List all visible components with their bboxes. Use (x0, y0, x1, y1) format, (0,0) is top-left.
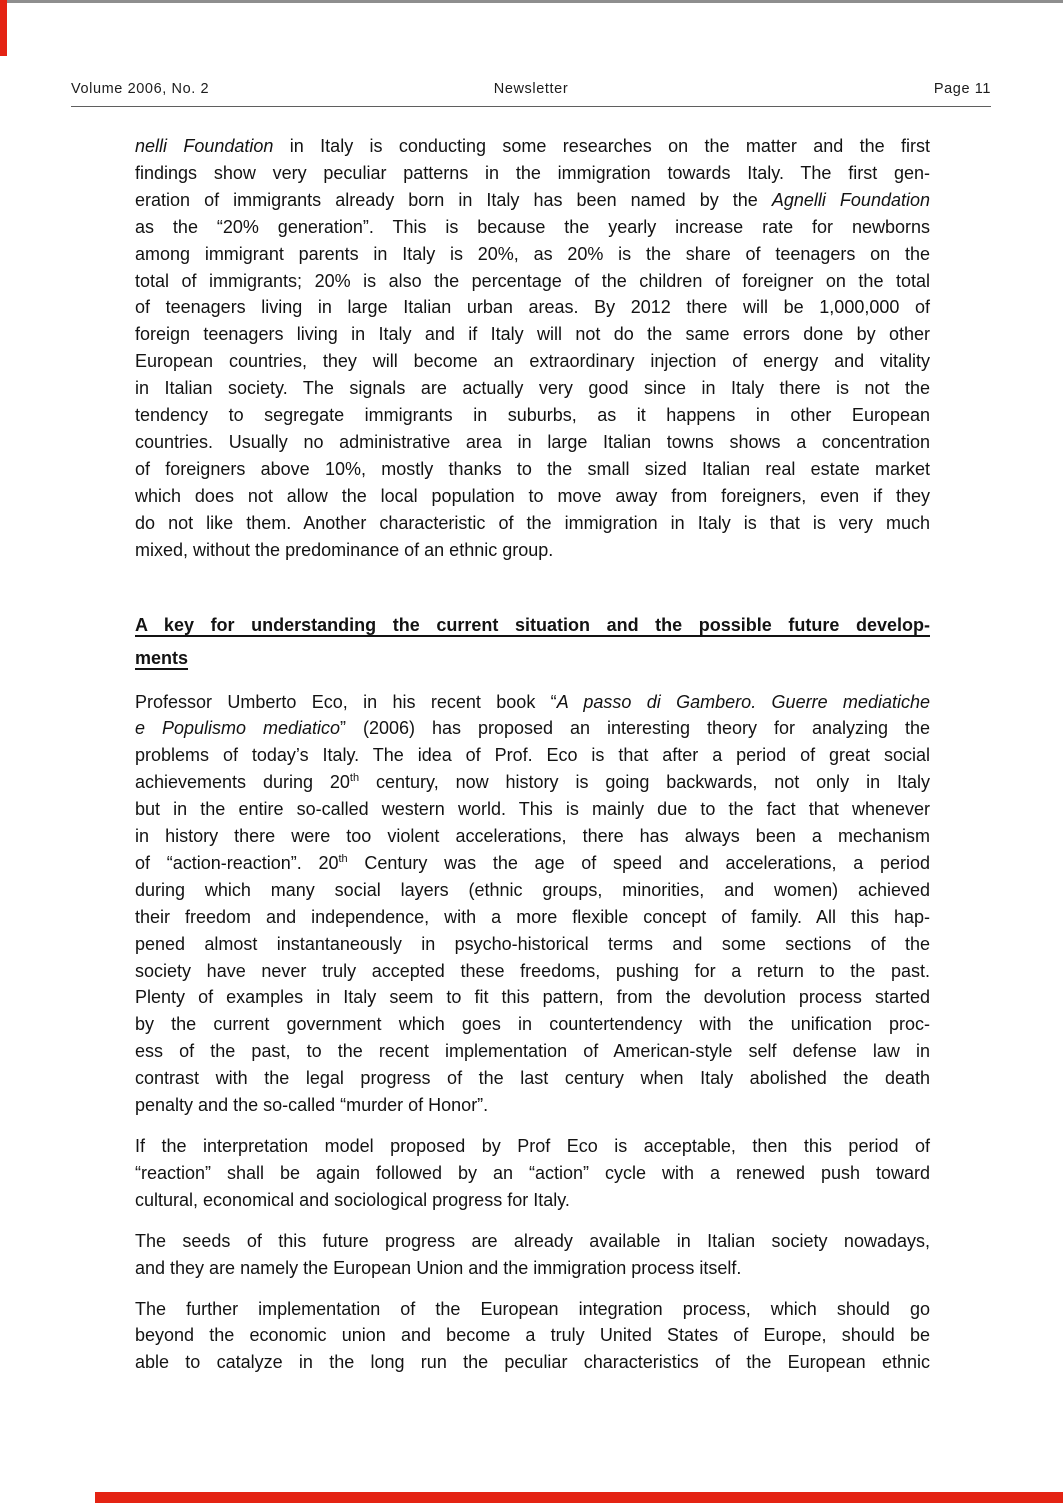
text-line: society have never truly accepted these freedoms, pushing for a return to the past. (135, 960, 930, 981)
scan-artifact-red-mark-top (0, 0, 7, 56)
text-line: by the current government which goes in countertendency with the unification proc- (135, 1014, 930, 1035)
text-line: tendency to segregate immigrants in suburbs, as it happens in other European (135, 405, 930, 426)
text-line: “reaction” shall be again followed by an “action” cycle with a renewed push toward (135, 1162, 930, 1183)
section-heading (135, 609, 930, 675)
text-line: The further implementation of the European integration process, which should go (135, 1298, 930, 1319)
text-line: findings show very peculiar patterns in the immigration towards Italy. The first gen- (135, 162, 930, 183)
text-line: ess of the past, to the recent implementation of American-style self defense law in (135, 1041, 930, 1062)
header-title: Newsletter (493, 81, 569, 97)
text-line: of foreigners above 10%, mostly thanks to the small sized Italian real estate market (135, 458, 930, 479)
text-line: total of immigrants; 20% is also the percentage of the children of foreigner on the total (135, 270, 930, 291)
page-header (71, 81, 991, 97)
text-line: ments (135, 647, 189, 668)
text-line: mixed, without the predominance of an ethnic group. (135, 539, 554, 560)
text-line: during which many social layers (ethnic groups, minorities, and women) achieved (135, 879, 930, 900)
text-line: do not like them. Another characteristic of the immigration in Italy is that is very much (135, 512, 930, 533)
paragraph-european-integration (135, 1296, 930, 1377)
text-line: their freedom and independence, with a more flexible concept of family. All this hap- (135, 906, 930, 927)
text-line: Plenty of examples in Italy seem to fit this pattern, from the devolution process started (135, 987, 930, 1008)
text-line: Professor Umberto Eco, in his recent book “A passo di Gambero. Guerre mediatiche (135, 691, 930, 712)
text-line: as the “20% generation”. This is because the yearly increase rate for newborns (135, 216, 930, 237)
text-line: penalty and the so-called “murder of Honor”. (135, 1095, 489, 1116)
text-line: of “action-reaction”. 20th Century was the age of speed and accelerations, a period (135, 852, 930, 873)
paragraph-immigration-findings (135, 133, 930, 564)
text-line: The seeds of this future progress are already available in Italian society nowadays, (135, 1230, 930, 1251)
text-line: cultural, economical and sociological progress for Italy. (135, 1189, 570, 1210)
header-page-number: Page 11 (933, 81, 992, 97)
page-top-edge-line (0, 0, 1063, 3)
header-volume: Volume 2006, No. 2 (71, 81, 210, 97)
text-line: which does not allow the local population to move away from foreigners, even if they (135, 485, 930, 506)
text-line: but in the entire so-called western world. This is mainly due to the fact that whenever (135, 799, 930, 820)
text-line: problems of today’s Italy. The idea of Prof. Eco is that after a period of great social (135, 745, 930, 766)
text-line: in history there were too violent accelerations, there has always been a mechanism (135, 826, 930, 847)
text-line: foreign teenagers living in Italy and if Italy will not do the same errors done by other (135, 324, 930, 345)
text-line: European countries, they will become an extraordinary injection of energy and vitality (135, 351, 930, 372)
text-line: of teenagers living in large Italian urban areas. By 2012 there will be 1,000,000 of (135, 297, 930, 318)
text-line: achievements during 20th century, now history is going backwards, not only in Italy (135, 772, 930, 793)
paragraph-interpretation-model (135, 1133, 930, 1214)
text-line: able to catalyze in the long run the peculiar characteristics of the European ethnic (135, 1352, 930, 1373)
text-line: in Italian society. The signals are actually very good since in Italy there is not the (135, 378, 930, 399)
header-rule (71, 106, 991, 107)
text-line: contrast with the legal progress of the last century when Italy abolished the death (135, 1068, 930, 1089)
scan-artifact-red-bar-bottom (95, 1492, 1063, 1503)
text-line: A key for understanding the current situation and the possible future develop- (135, 614, 930, 635)
paragraph-umberto-eco-theory (135, 689, 930, 1120)
text-line: nelli Foundation in Italy is conducting some researches on the matter and the first (135, 136, 930, 156)
body-text-column (135, 133, 930, 1376)
text-line: among immigrant parents in Italy is 20%, as 20% is the share of teenagers on the (135, 243, 930, 264)
text-line: e Populismo mediatico” (2006) has proposed an interesting theory for analyzing the (135, 718, 931, 739)
paragraph-seeds-of-progress (135, 1228, 930, 1282)
text-line: If the interpretation model proposed by Prof Eco is acceptable, then this period of (135, 1136, 930, 1156)
text-line: and they are namely the European Union and the immigration process itself. (135, 1257, 742, 1278)
text-line: pened almost instantaneously in psycho-historical terms and some sections of the (135, 933, 930, 954)
text-line: eration of immigrants already born in Italy has been named by the Agnelli Foundation (135, 189, 930, 210)
text-line: beyond the economic union and become a truly United States of Europe, should be (135, 1325, 930, 1346)
text-line: countries. Usually no administrative area in large Italian towns shows a concentration (135, 431, 930, 452)
